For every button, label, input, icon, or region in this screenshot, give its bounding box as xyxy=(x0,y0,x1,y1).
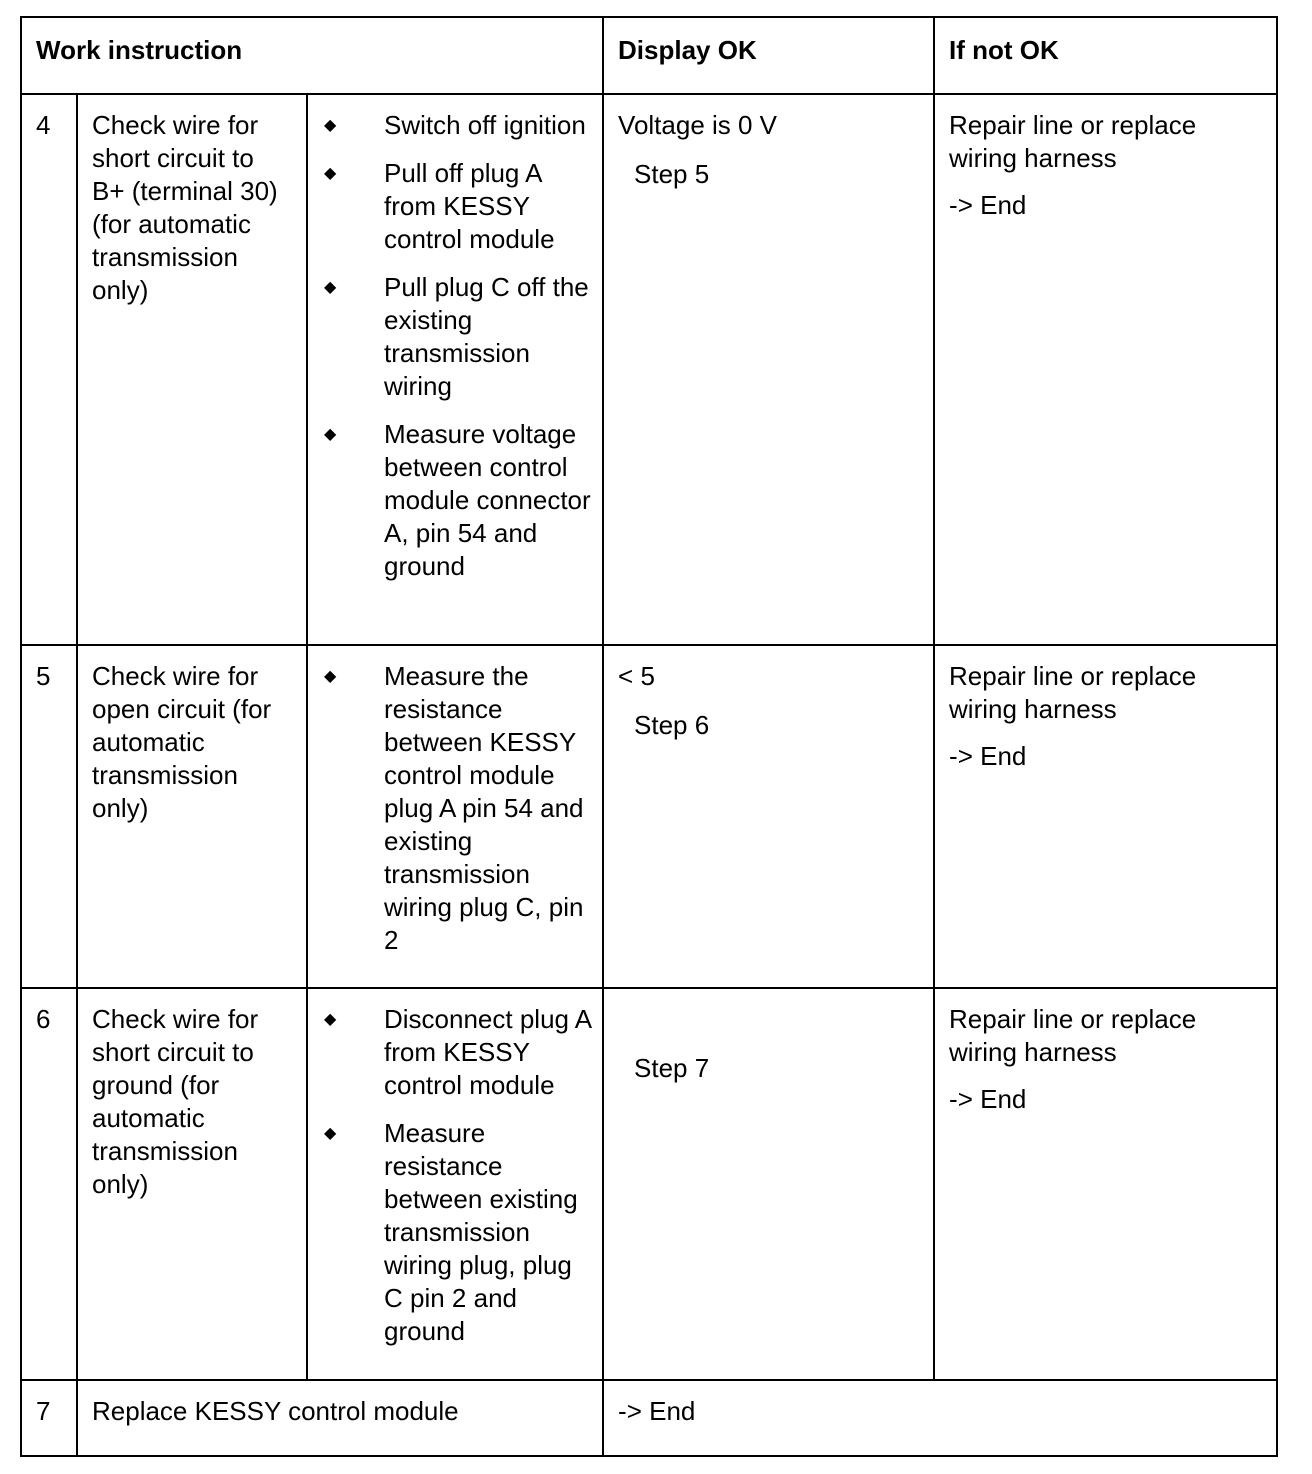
steps-cell xyxy=(307,988,603,1380)
display-ok-cell xyxy=(603,645,934,988)
list-item xyxy=(308,157,594,256)
if-not-ok-text: Repair line or replace wiring harness xyxy=(949,110,1197,173)
if-not-ok-cell xyxy=(934,645,1277,988)
table-row xyxy=(21,988,1277,1380)
step-text: Pull off plug A from KESSY control module xyxy=(384,158,555,254)
display-ok-step: Step 6 xyxy=(634,710,710,740)
header-work-instruction xyxy=(21,17,603,94)
list-item xyxy=(308,109,594,142)
diamond-bullet-icon: ◆ xyxy=(324,117,337,134)
if-not-ok-cell xyxy=(934,988,1277,1380)
step-text: Measure voltage between control module connector A, pin 54 and ground xyxy=(384,419,591,581)
check-cell xyxy=(77,645,307,988)
step-number-cell xyxy=(21,988,77,1380)
display-ok-step: -> End xyxy=(618,1396,696,1426)
header-work-instruction-label: Work instruction xyxy=(36,35,243,65)
steps-list xyxy=(308,95,602,583)
check-cell xyxy=(77,94,307,645)
step-number: 6 xyxy=(36,1004,51,1034)
display-ok-cell xyxy=(603,988,934,1380)
step-text: Measure resistance between existing transmission wiring plug, plug C pin 2 and ground xyxy=(384,1118,578,1346)
list-item xyxy=(308,1003,594,1102)
list-item xyxy=(308,418,594,583)
table-row xyxy=(21,1380,1277,1456)
header-display-ok xyxy=(603,17,934,94)
step-number-cell xyxy=(21,94,77,645)
diamond-bullet-icon: ◆ xyxy=(324,668,337,685)
display-ok-value: Voltage is 0 V xyxy=(618,110,778,140)
step-text: Switch off ignition xyxy=(384,110,586,140)
list-item xyxy=(308,660,594,957)
if-not-ok-end: -> End xyxy=(949,1084,1027,1114)
check-description: Check wire for short circuit to B+ (terminal 30) (for automatic transmission only) xyxy=(92,110,278,305)
display-ok-value: < 5 xyxy=(618,661,655,691)
step-number-cell xyxy=(21,1380,77,1456)
display-ok-cell xyxy=(603,1380,1277,1456)
table-header-row xyxy=(21,17,1277,94)
display-ok-step: Step 7 xyxy=(634,1053,710,1083)
steps-cell xyxy=(307,645,603,988)
check-description: Check wire for open circuit (for automatic transmission only) xyxy=(92,661,272,823)
step-text: Disconnect plug A from KESSY control module xyxy=(384,1004,591,1100)
diamond-bullet-icon: ◆ xyxy=(324,1125,337,1142)
if-not-ok-end: -> End xyxy=(949,190,1027,220)
header-if-not-ok xyxy=(934,17,1277,94)
list-item xyxy=(308,1117,594,1348)
instruction-text: Replace KESSY control module xyxy=(92,1396,459,1426)
step-number: 5 xyxy=(36,661,51,691)
display-ok-step: Step 5 xyxy=(634,159,710,189)
check-cell xyxy=(77,988,307,1380)
header-display-ok-label: Display OK xyxy=(618,35,757,65)
step-number: 7 xyxy=(36,1396,51,1426)
diamond-bullet-icon: ◆ xyxy=(324,279,337,296)
table-row xyxy=(21,645,1277,988)
step-number: 4 xyxy=(36,110,51,140)
steps-list xyxy=(308,989,602,1348)
steps-cell xyxy=(307,94,603,645)
diamond-bullet-icon: ◆ xyxy=(324,426,337,443)
step-number-cell xyxy=(21,645,77,988)
display-ok-cell xyxy=(603,94,934,645)
if-not-ok-cell xyxy=(934,94,1277,645)
if-not-ok-text: Repair line or replace wiring harness xyxy=(949,1004,1197,1067)
if-not-ok-end: -> End xyxy=(949,741,1027,771)
diamond-bullet-icon: ◆ xyxy=(324,1011,337,1028)
step-text: Pull plug C off the existing transmission wiring xyxy=(384,272,589,401)
list-item xyxy=(308,271,594,403)
if-not-ok-text: Repair line or replace wiring harness xyxy=(949,661,1197,724)
check-description: Check wire for short circuit to ground (for automatic transmission only) xyxy=(92,1004,259,1199)
table-row xyxy=(21,94,1277,645)
steps-list xyxy=(308,646,602,957)
step-text: Measure the resistance between KESSY control module plug A pin 54 and existing transmission wiring plug C, pin 2 xyxy=(384,661,584,955)
header-if-not-ok-label: If not OK xyxy=(949,35,1059,65)
diamond-bullet-icon: ◆ xyxy=(324,165,337,182)
work-instruction-table xyxy=(20,16,1278,1457)
instruction-cell xyxy=(77,1380,603,1456)
